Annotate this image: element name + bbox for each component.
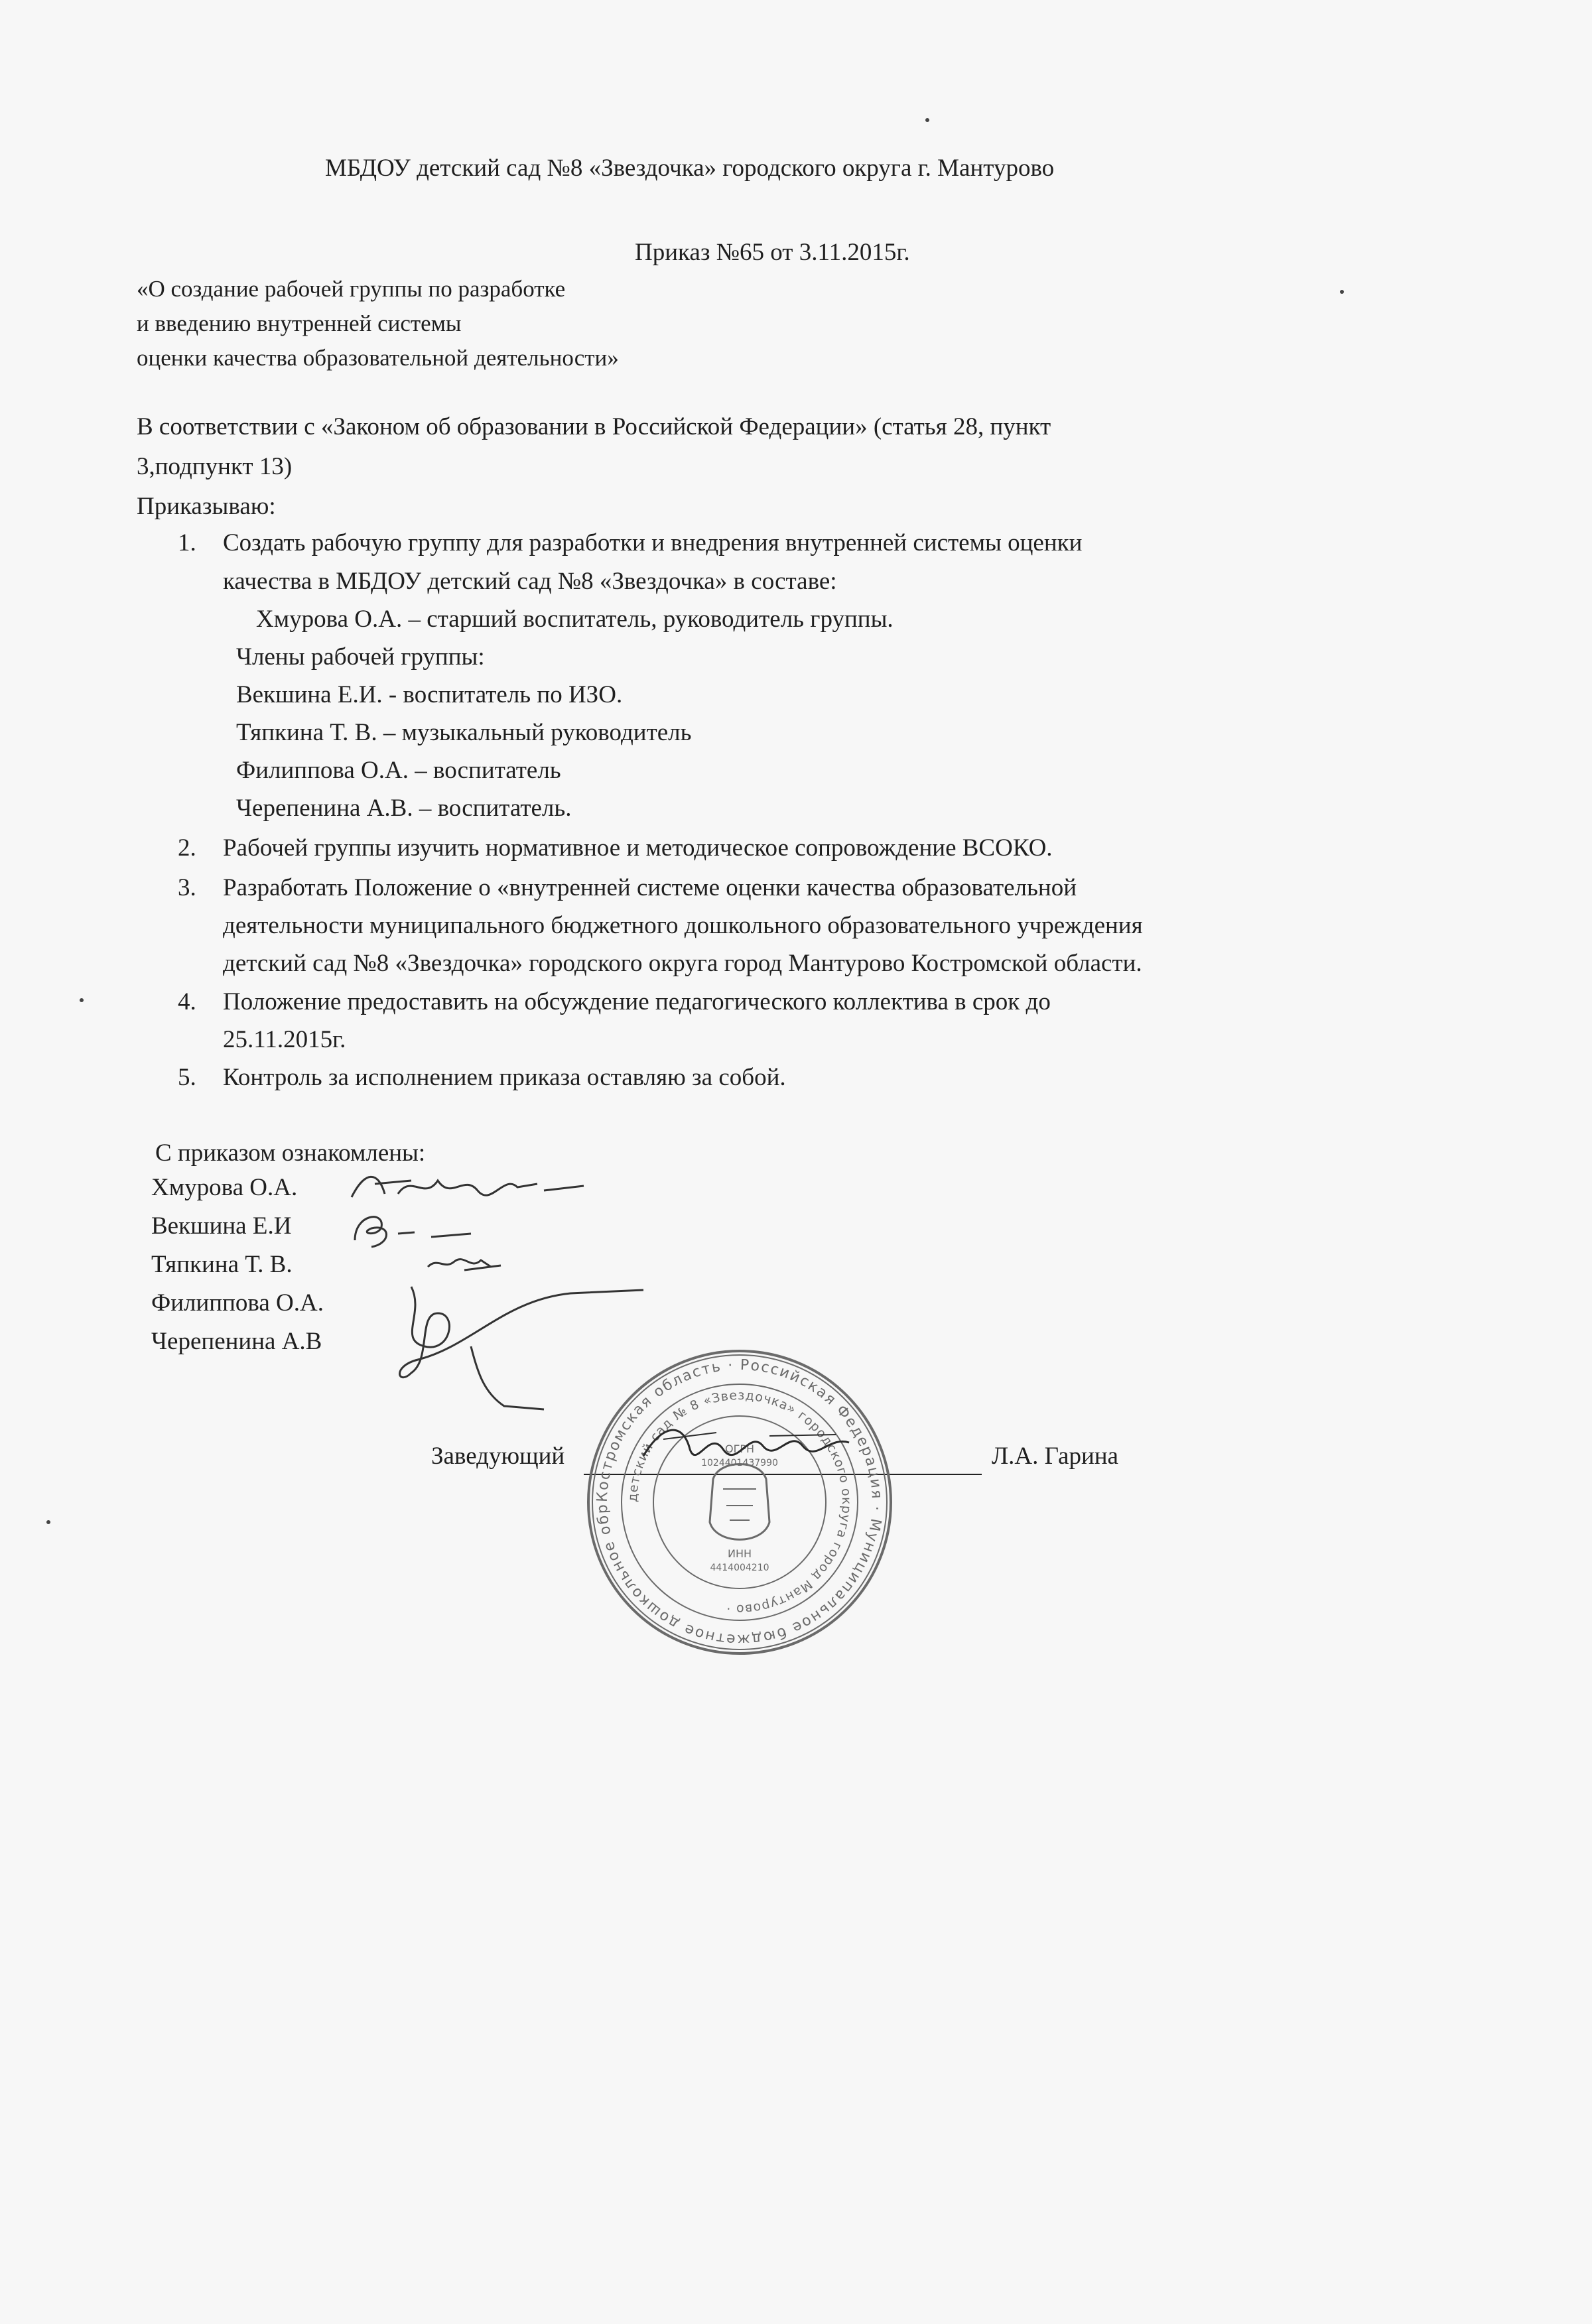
acquainted-heading: С приказом ознакомлены:	[155, 1139, 426, 1167]
acquainted-name-5: Черепенина А.В	[151, 1328, 322, 1355]
item-4-line-1: Положение предоставить на обсуждение педагогического коллектива в срок до	[223, 988, 1051, 1015]
item-1-line-2: качества в МБДОУ детский сад №8 «Звездочка» в составе:	[223, 568, 837, 595]
basis-line-2: 3,подпункт 13)	[137, 453, 293, 480]
member-line-3: Векшина Е.И. - воспитатель по ИЗО.	[236, 681, 623, 708]
member-line-5: Филиппова О.А. – воспитатель	[236, 757, 561, 784]
order-title: Приказ №65 от 3.11.2015г.	[635, 239, 910, 266]
signature-title: Заведующий	[431, 1443, 565, 1470]
member-line-1: Хмурова О.А. – старший воспитатель, руководитель группы.	[256, 606, 894, 633]
signature-director	[637, 1416, 862, 1482]
item-5-line-1: Контроль за исполнением приказа оставляю за собой.	[223, 1064, 786, 1091]
item-number-5: 5.	[178, 1064, 196, 1091]
subject-line-3: оценки качества образовательной деятельности»	[137, 345, 619, 371]
acquainted-name-1: Хмурова О.А.	[151, 1174, 298, 1201]
acquainted-name-4: Филиппова О.А.	[151, 1289, 324, 1317]
stamp-ogrn-value: 1024401437990	[701, 1458, 778, 1468]
member-line-4: Тяпкина Т. В. – музыкальный руководитель	[236, 719, 692, 746]
member-line-6: Черепенина А.В. – воспитатель.	[236, 795, 572, 822]
scan-speck	[80, 998, 84, 1002]
stamp-inn-label: ИНН	[727, 1547, 752, 1560]
item-number-2: 2.	[178, 834, 196, 862]
institution-header: МБДОУ детский сад №8 «Звездочка» городского округа г. Мантурово	[325, 155, 1055, 182]
item-number-1: 1.	[178, 529, 196, 556]
stamp-inner-text: детский сад № 8 «Звездочка» городского округа город Мантурово ·	[625, 1388, 854, 1617]
item-number-4: 4.	[178, 988, 196, 1015]
scan-speck	[925, 118, 929, 122]
subject-line-2: и введению внутренней системы	[137, 310, 462, 336]
scan-speck	[46, 1520, 50, 1524]
basis-line-1: В соответствии с «Законом об образовании в Российской Федерации» (статья 28, пункт	[137, 413, 1051, 440]
subject-line-1: «О создание рабочей группы по разработке	[137, 276, 566, 302]
order-word: Приказываю:	[137, 493, 276, 520]
item-3-line-3: детский сад №8 «Звездочка» городского округа город Мантурово Костромской области.	[223, 950, 1142, 977]
stamp-ogrn-label: ОГРН	[724, 1443, 755, 1455]
official-stamp	[576, 1334, 896, 1658]
item-2-line-1: Рабочей группы изучить нормативное и методическое сопровождение ВСОКО.	[223, 834, 1053, 862]
item-3-line-2: деятельности муниципального бюджетного дошкольного образовательного учреждения	[223, 912, 1143, 939]
scan-speck	[1340, 290, 1344, 294]
stamp-inn-value: 4414004210	[710, 1563, 769, 1573]
item-3-line-1: Разработать Положение о «внутренней системе оценки качества образовательной	[223, 874, 1077, 901]
signature-name: Л.А. Гарина	[992, 1443, 1118, 1470]
member-line-2: Члены рабочей группы:	[236, 643, 485, 671]
acquainted-name-2: Векшина Е.И	[151, 1212, 292, 1240]
item-4-line-2: 25.11.2015г.	[223, 1026, 346, 1053]
item-number-3: 3.	[178, 874, 196, 901]
stamp-outer-text: Костромская область · Российская Федерация · Муниципальное бюджетное дошкольное образовательное учреждение ·	[576, 1334, 886, 1648]
acquainted-name-3: Тяпкина Т. В.	[151, 1251, 293, 1278]
item-1-line-1: Создать рабочую группу для разработки и внедрения внутренней системы оценки	[223, 529, 1083, 556]
